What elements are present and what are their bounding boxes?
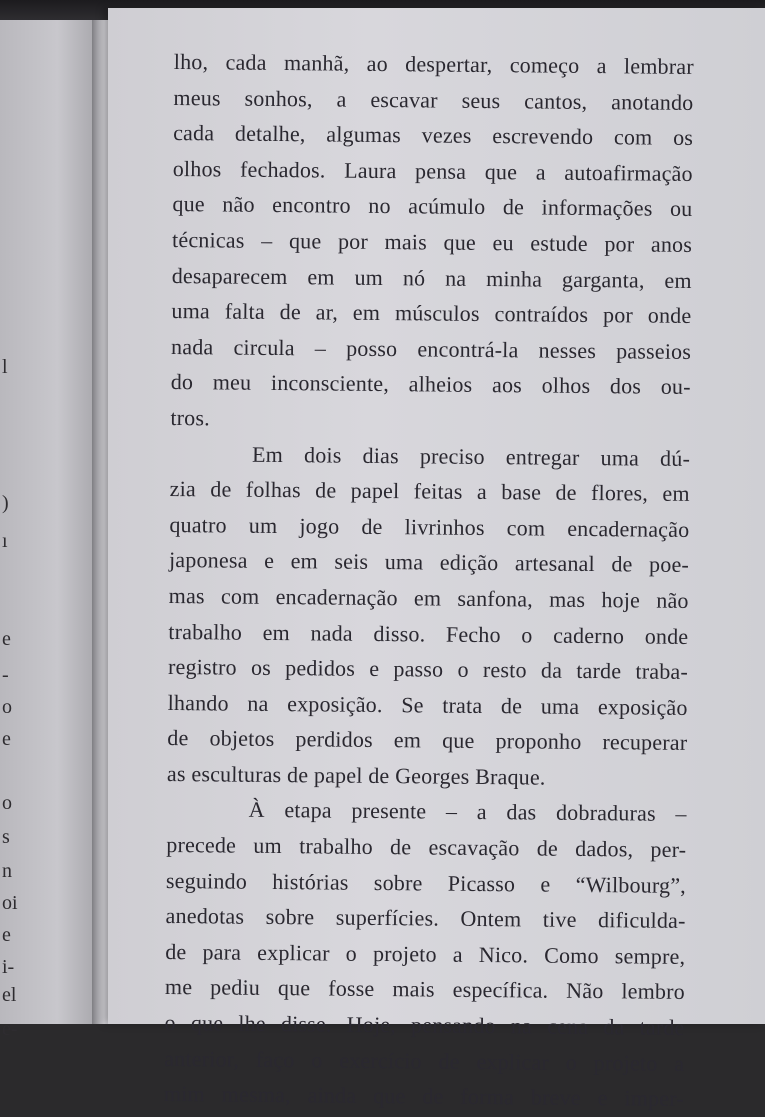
text-line: Em dois dias preciso entregar uma dú- <box>251 441 691 471</box>
text-line: quatro um jogo de livrinhos com encadernação <box>169 511 690 542</box>
text-line: técnicas – que por mais que eu estude por anos <box>172 226 693 257</box>
left-page-fragment: e <box>2 728 11 750</box>
text-line: que não encontro no acúmulo de informações ou <box>172 191 693 222</box>
text-line: me pediu que fosse mais específica. Não lembro <box>164 974 686 1005</box>
left-page-fragment: e <box>2 924 11 946</box>
left-page-fragment: ) <box>2 492 9 514</box>
text-line: nada circula – posso encontrá-la nesses passeios <box>170 333 692 364</box>
left-page-fragment: - <box>2 664 9 686</box>
text-line: de para explicar o projeto a Nico. Como sempre, <box>165 938 686 969</box>
text-line: o que lhe disse. Hoje, pensando na cena da tarde <box>164 1009 685 1040</box>
left-page-fragment: i- <box>2 956 15 978</box>
text-line: lhando na exposição. Se trata de uma exposição <box>167 689 688 720</box>
text-line: anterior, faço o exercício de explicar o projeto a <box>164 1045 685 1076</box>
page-body-text <box>164 44 694 1117</box>
left-page-edge <box>0 20 96 1040</box>
text-line: anedotas sobre superfícies. Ontem tive dificulda- <box>165 903 686 934</box>
text-line: cada detalhe, algumas vezes escrevendo com os <box>173 120 694 151</box>
text-line: uma falta de ar, em músculos contraídos por onde <box>171 298 692 329</box>
left-page-fragment: el <box>2 984 17 1006</box>
text-line: mas com encadernação em sanfona, mas hoje não <box>168 582 689 613</box>
text-line: do meu inconsciente, alheios aos olhos dos ou- <box>170 369 691 400</box>
left-page-fragment: oi <box>2 892 18 914</box>
left-page-fragment: o <box>2 792 12 814</box>
text-line: olhos fechados. Laura pensa que a autoafirmação <box>172 155 693 186</box>
text-line: mim mesma, ainda que de forma breve e imper- <box>163 1081 685 1112</box>
left-page-fragment: s <box>2 826 10 848</box>
left-page-fragment: e- <box>2 1018 18 1040</box>
text-line: de objetos perdidos em que proponho recuperar <box>167 725 688 756</box>
text-line: seguindo histórias sobre Picasso e “Wilbourg”, <box>165 867 687 898</box>
left-page-fragment: ı <box>2 530 8 552</box>
text-line: registro os pedidos e passo o resto da tarde traba- <box>167 654 689 685</box>
left-page-fragment: l <box>2 356 8 378</box>
text-line: japonesa e em seis uma edição artesanal de poe- <box>168 547 690 578</box>
text-line: desaparecem em um nó na minha garganta, em <box>171 262 692 293</box>
text-line: as esculturas de papel de Georges Braque. <box>166 760 546 790</box>
text-line: trabalho em nada disso. Fecho o caderno onde <box>168 618 689 649</box>
text-line: À etapa presente – a das dobraduras – <box>248 797 687 827</box>
left-page-fragment: o <box>2 696 12 718</box>
text-line: meus sonhos, a escavar seus cantos, anotando <box>173 84 694 115</box>
left-page-fragment: n <box>2 860 12 882</box>
text-line: tros. <box>170 404 211 431</box>
text-line: lho, cada manhã, ao despertar, começo a lembrar <box>173 48 694 79</box>
left-page-fragment: e <box>2 628 11 650</box>
text-line: precede um trabalho de escavação de dados, per- <box>166 832 687 863</box>
text-line: zia de folhas de papel feitas a base de flores, em <box>169 476 690 507</box>
